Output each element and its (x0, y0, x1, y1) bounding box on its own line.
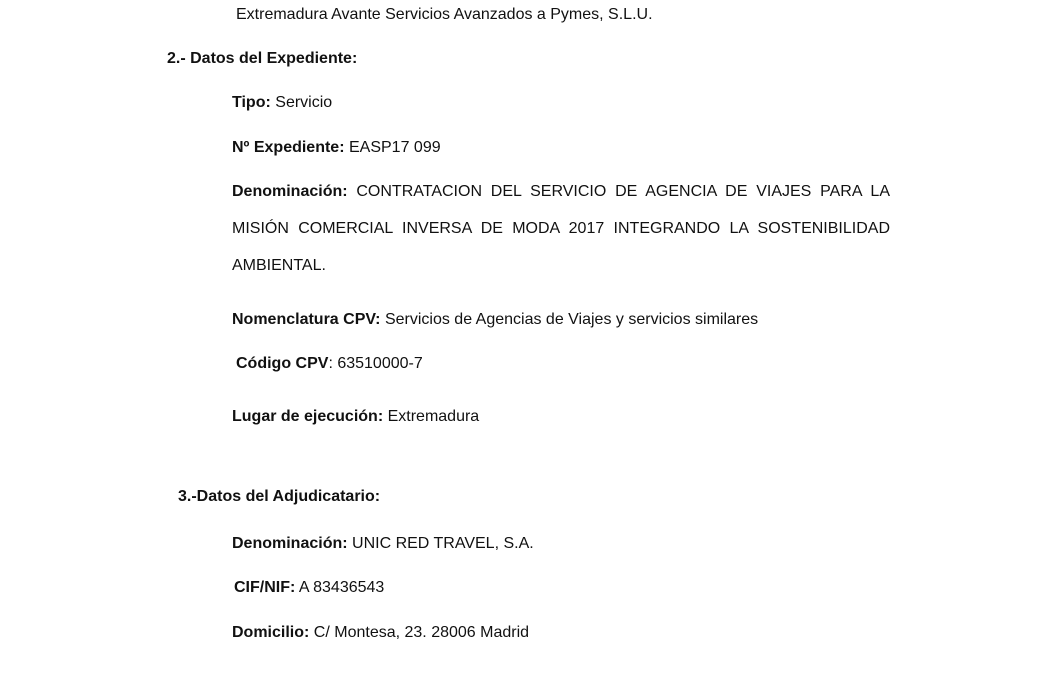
entity-line: Extremadura Avante Servicios Avanzados a Pymes, S.L.U. (236, 6, 653, 23)
nomenclatura-value: Servicios de Agencias de Viajes y servicios similares (384, 311, 759, 328)
denominacion-label: Denominación: (232, 183, 348, 200)
domicilio-row (232, 623, 529, 643)
lugar-label: Lugar de ejecución: (232, 408, 384, 425)
codigo-row (236, 354, 423, 374)
lugar-value: Extremadura (387, 408, 480, 425)
denominacion-line-2: MISIÓN COMERCIAL INVERSA DE MODA 2017 INTEGRANDO LA SOSTENIBILIDAD (232, 220, 890, 237)
denominacion-line-3: AMBIENTAL. (232, 257, 326, 274)
nomenclatura-label: Nomenclatura CPV: (232, 311, 381, 328)
tipo-row (232, 93, 332, 113)
nomenclatura-row (232, 310, 758, 330)
codigo-value: : 63510000-7 (328, 355, 423, 372)
cif-row (234, 578, 384, 598)
cif-value: A 83436543 (298, 579, 385, 596)
denominacion-line-1 (232, 182, 890, 202)
domicilio-label: Domicilio: (232, 624, 310, 641)
section-2-heading: 2.- Datos del Expediente: (167, 50, 358, 67)
tipo-value: Servicio (275, 94, 333, 111)
expediente-label: Nº Expediente: (232, 139, 345, 156)
codigo-label: Código CPV (236, 355, 329, 372)
adjudicatario-denominacion-label: Denominación: (232, 535, 348, 552)
tipo-label: Tipo: (232, 94, 271, 111)
denominacion-text-1: CONTRATACION DEL SERVICIO DE AGENCIA DE VIAJES PARA LA (356, 183, 891, 200)
expediente-value: EASP17 099 (348, 139, 441, 156)
adjudicatario-denominacion-row (232, 534, 534, 554)
adjudicatario-denominacion-value: UNIC RED TRAVEL, S.A. (352, 535, 534, 552)
section-3-heading: 3.-Datos del Adjudicatario: (178, 488, 381, 505)
cif-label: CIF/NIF: (234, 579, 296, 596)
lugar-row (232, 407, 479, 427)
domicilio-value: C/ Montesa, 23. 28006 Madrid (313, 624, 530, 641)
expediente-row (232, 138, 441, 158)
